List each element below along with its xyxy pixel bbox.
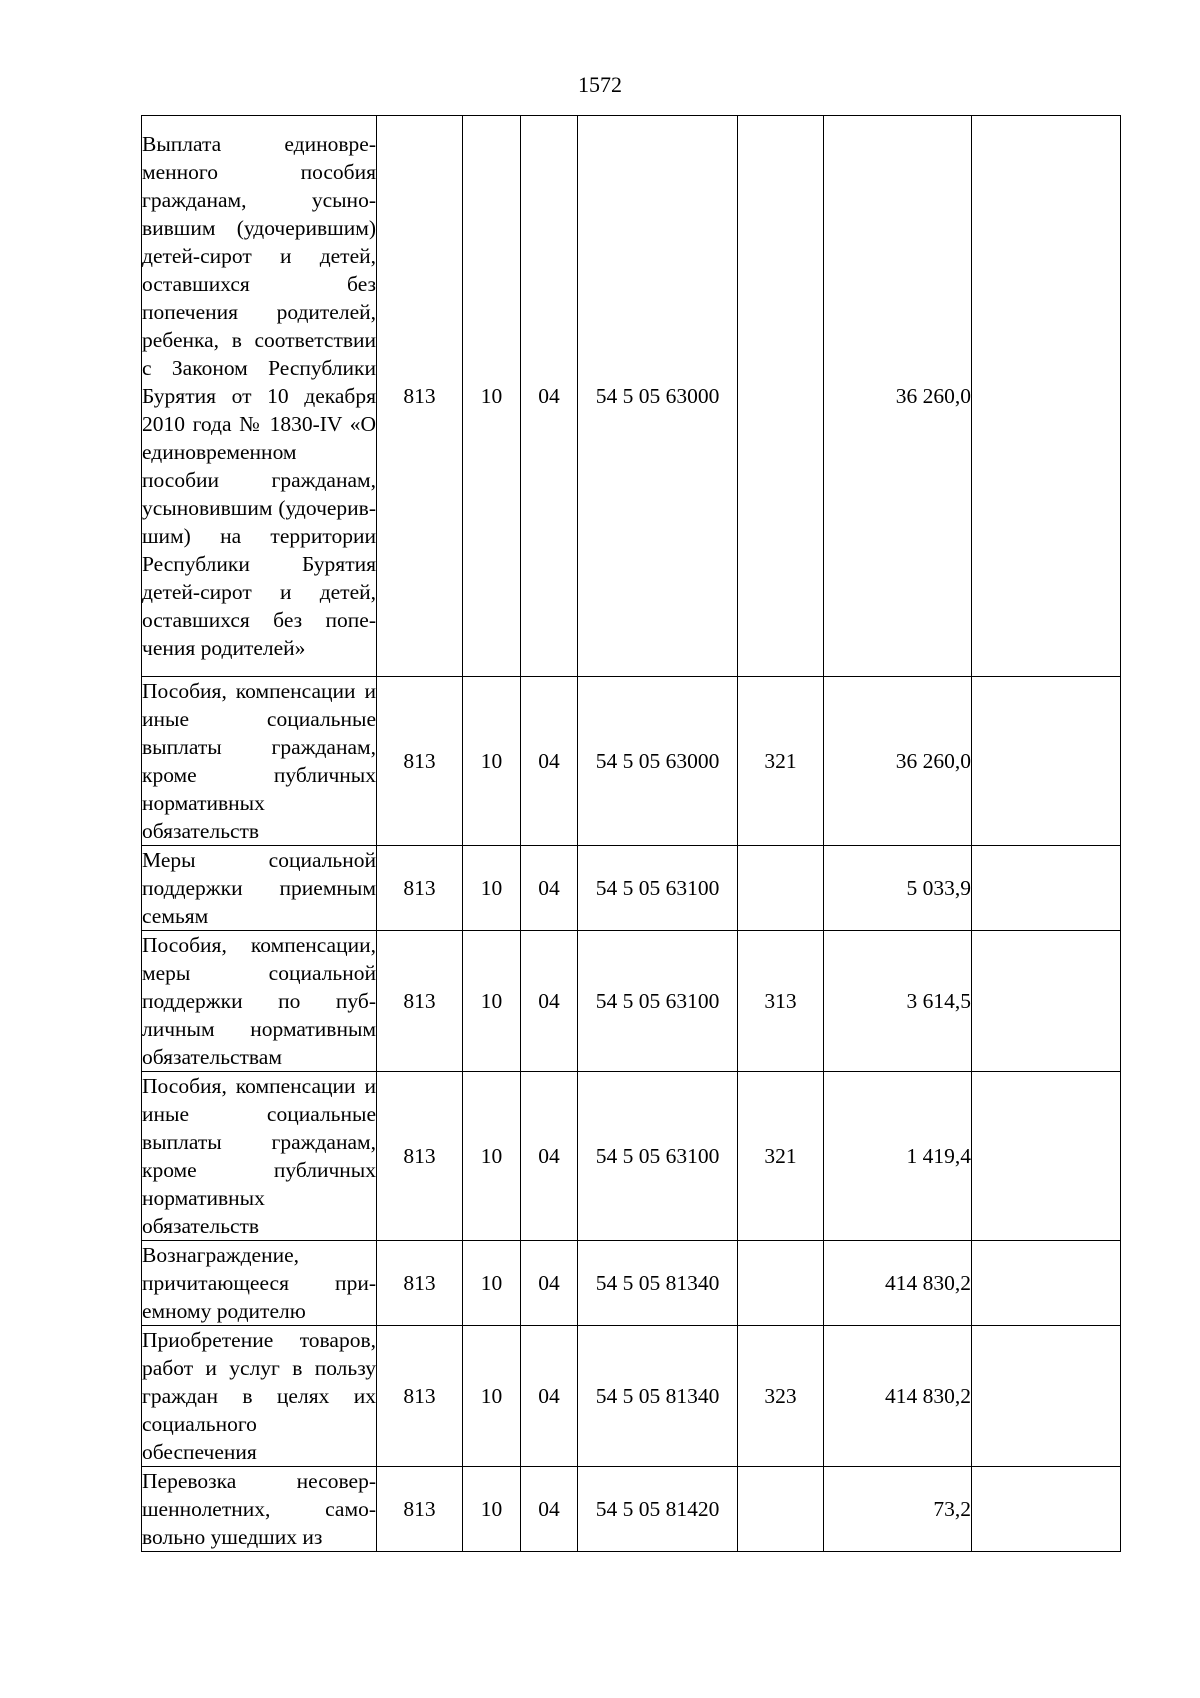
extra-cell	[972, 116, 1121, 677]
vr-cell: 321	[738, 1072, 824, 1241]
row-name-cell: Меры социальной поддержки приемным семьям	[142, 846, 377, 931]
csr-cell: 54 5 05 63100	[578, 931, 738, 1072]
table-row	[142, 116, 1121, 677]
table-row	[142, 1467, 1121, 1552]
csr-cell: 54 5 05 63000	[578, 677, 738, 846]
row-name-cell: Перевозка несовершеннолетних, самовольно ушедших из	[142, 1467, 377, 1552]
rz-cell: 10	[463, 1072, 521, 1241]
sum-cell: 414 830,2	[824, 1326, 972, 1467]
table-row	[142, 1072, 1121, 1241]
row-name-cell: Приобретение товаров, работ и услуг в пользу граждан в целях их социального обеспечения	[142, 1326, 377, 1467]
sum-cell: 36 260,0	[824, 677, 972, 846]
pr-cell: 04	[521, 846, 578, 931]
rz-cell: 10	[463, 846, 521, 931]
extra-cell	[972, 1326, 1121, 1467]
ved-cell: 813	[377, 931, 463, 1072]
vr-cell	[738, 1241, 824, 1326]
extra-cell	[972, 677, 1121, 846]
sum-cell: 414 830,2	[824, 1241, 972, 1326]
extra-cell	[972, 1072, 1121, 1241]
table-body	[142, 116, 1121, 1552]
rz-cell: 10	[463, 677, 521, 846]
sum-cell: 5 033,9	[824, 846, 972, 931]
rz-cell: 10	[463, 931, 521, 1072]
vr-cell	[738, 116, 824, 677]
row-name-cell: Выплата единовременного пособия гражданам, усыновившим (удочерившим) детей-сирот и детей, оставшихся без попечения родителей, ребенка, в соответствии с Законом Республики Бурятия от 10 декабря 2010 года № 1830-IV «О единовременном пособии гражданам, усыновившим (удочерившим) на территории Республики Бурятия детей-сирот и детей, оставшихся без попечения родителей»	[142, 116, 377, 677]
row-name-cell: Пособия, компенсации, меры социальной поддержки по публичным нормативным обязательствам	[142, 931, 377, 1072]
rz-cell: 10	[463, 116, 521, 677]
ved-cell: 813	[377, 1072, 463, 1241]
table-row	[142, 1241, 1121, 1326]
sum-cell: 73,2	[824, 1467, 972, 1552]
extra-cell	[972, 846, 1121, 931]
vr-cell	[738, 846, 824, 931]
csr-cell: 54 5 05 63000	[578, 116, 738, 677]
pr-cell: 04	[521, 1241, 578, 1326]
table-row	[142, 677, 1121, 846]
ved-cell: 813	[377, 116, 463, 677]
ved-cell: 813	[377, 1467, 463, 1552]
pr-cell: 04	[521, 1326, 578, 1467]
pr-cell: 04	[521, 1467, 578, 1552]
table-row	[142, 846, 1121, 931]
rz-cell: 10	[463, 1326, 521, 1467]
ved-cell: 813	[377, 1241, 463, 1326]
extra-cell	[972, 1241, 1121, 1326]
table-row	[142, 931, 1121, 1072]
budget-table	[141, 115, 1121, 1552]
vr-cell: 321	[738, 677, 824, 846]
csr-cell: 54 5 05 81340	[578, 1241, 738, 1326]
pr-cell: 04	[521, 677, 578, 846]
ved-cell: 813	[377, 677, 463, 846]
extra-cell	[972, 931, 1121, 1072]
csr-cell: 54 5 05 63100	[578, 846, 738, 931]
sum-cell: 3 614,5	[824, 931, 972, 1072]
ved-cell: 813	[377, 1326, 463, 1467]
sum-cell: 36 260,0	[824, 116, 972, 677]
ved-cell: 813	[377, 846, 463, 931]
extra-cell	[972, 1467, 1121, 1552]
pr-cell: 04	[521, 116, 578, 677]
page-number: 1572	[578, 72, 622, 97]
row-name-cell: Вознаграждение, причитающееся приемному родителю	[142, 1241, 377, 1326]
csr-cell: 54 5 05 63100	[578, 1072, 738, 1241]
sum-cell: 1 419,4	[824, 1072, 972, 1241]
row-name-cell: Пособия, компенсации и иные социальные выплаты гражданам, кроме публичных нормативных обязательств	[142, 1072, 377, 1241]
rz-cell: 10	[463, 1241, 521, 1326]
vr-cell: 323	[738, 1326, 824, 1467]
pr-cell: 04	[521, 1072, 578, 1241]
vr-cell	[738, 1467, 824, 1552]
vr-cell: 313	[738, 931, 824, 1072]
row-name-cell: Пособия, компенсации и иные социальные выплаты гражданам, кроме публичных нормативных обязательств	[142, 677, 377, 846]
table-row	[142, 1326, 1121, 1467]
csr-cell: 54 5 05 81340	[578, 1326, 738, 1467]
rz-cell: 10	[463, 1467, 521, 1552]
pr-cell: 04	[521, 931, 578, 1072]
csr-cell: 54 5 05 81420	[578, 1467, 738, 1552]
